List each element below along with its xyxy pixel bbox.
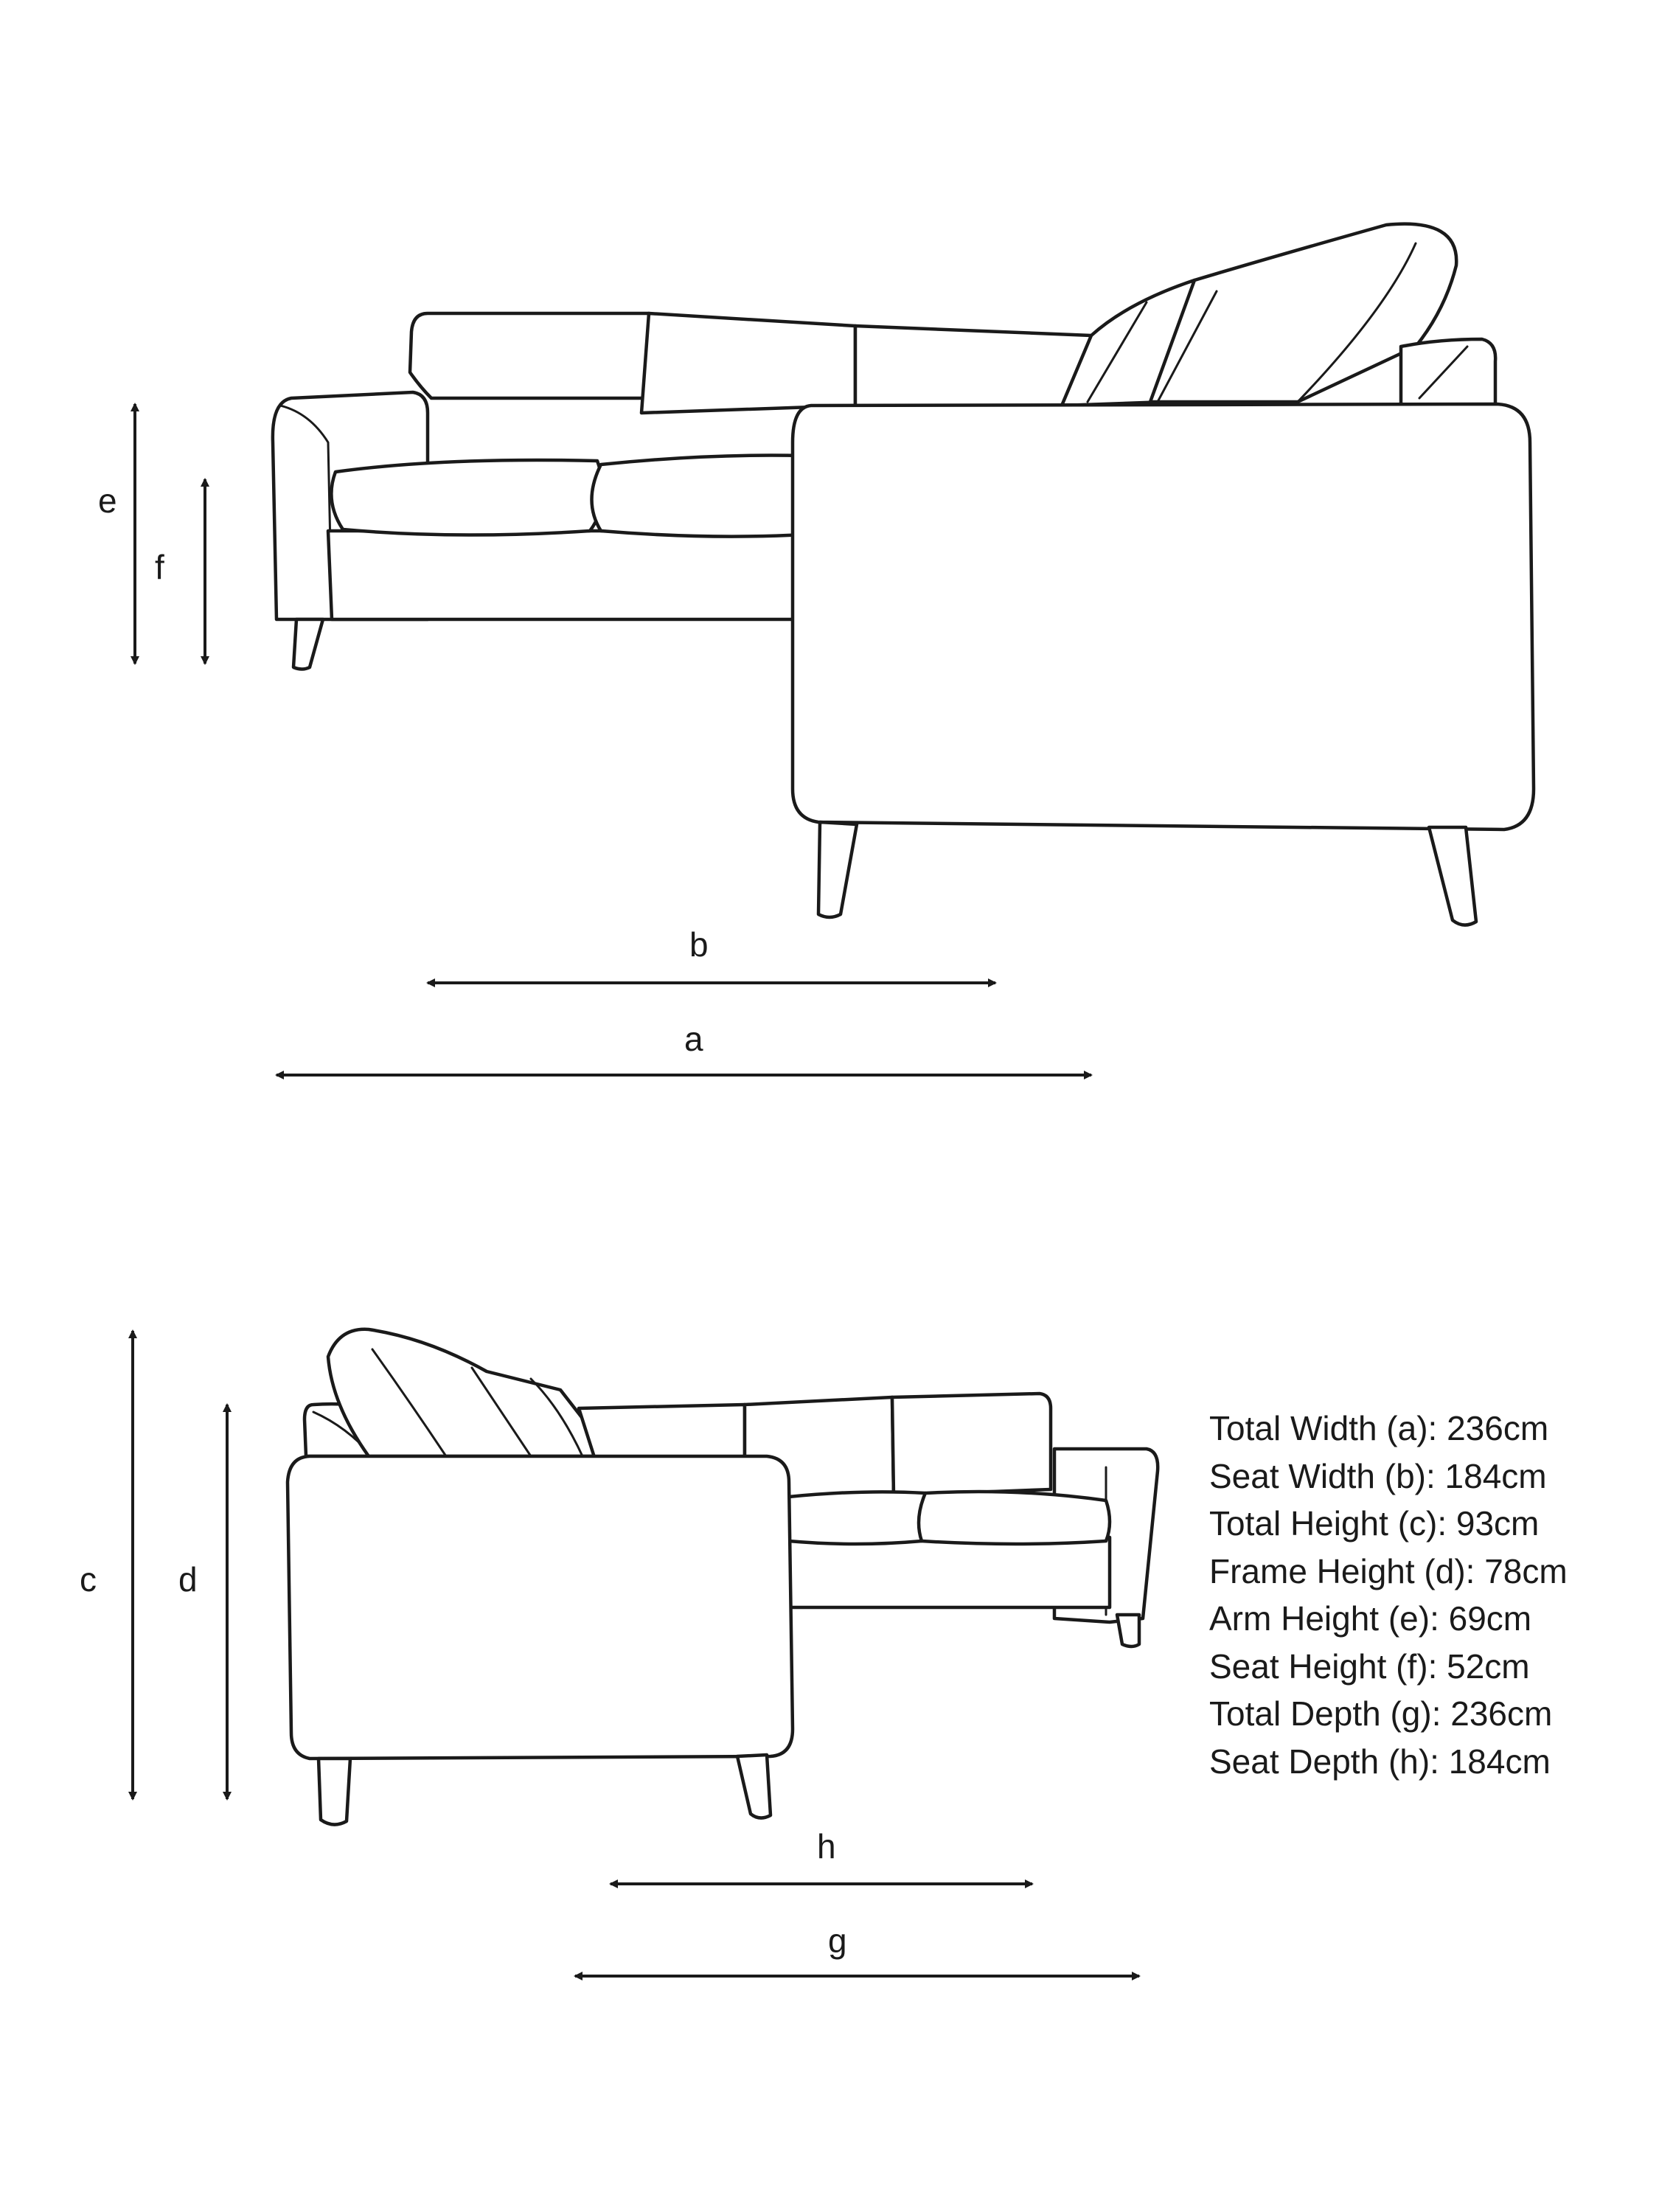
back-cushion-angled-3 bbox=[328, 1329, 612, 1456]
seat-cushion-3 bbox=[789, 1492, 930, 1544]
spec-frame-height: Frame Height (d): 78cm bbox=[1209, 1551, 1568, 1590]
left-arm-foreground bbox=[288, 1456, 793, 1759]
far-arm-right bbox=[1401, 339, 1495, 413]
dim-label-h: h bbox=[817, 1827, 836, 1865]
spec-arm-height: Arm Height (e): 69cm bbox=[1209, 1599, 1532, 1638]
leg-left-front bbox=[293, 619, 323, 669]
dim-label-a: a bbox=[684, 1020, 703, 1058]
seat-cushion-4 bbox=[919, 1492, 1110, 1544]
leg-right-front bbox=[818, 822, 857, 917]
right-arm-foreground bbox=[793, 404, 1534, 830]
leg-front-right bbox=[737, 1755, 771, 1818]
back-cushion-middle bbox=[641, 313, 855, 413]
dim-label-d: d bbox=[178, 1560, 198, 1599]
seat-cushion-right bbox=[592, 456, 804, 537]
spec-total-depth: Total Depth (g): 236cm bbox=[1209, 1694, 1553, 1733]
leg-back-right bbox=[1117, 1615, 1139, 1646]
dim-label-b: b bbox=[689, 925, 709, 964]
seat-cushion-left bbox=[331, 460, 603, 535]
leg-right-back bbox=[1429, 827, 1476, 925]
dimension-specs-list bbox=[1209, 1405, 1568, 1785]
seat-base-2 bbox=[789, 1537, 1110, 1607]
dim-label-e: e bbox=[98, 481, 117, 520]
dim-label-f: f bbox=[155, 548, 164, 586]
leg-front-left bbox=[319, 1759, 350, 1825]
dim-label-c: c bbox=[80, 1560, 97, 1599]
spec-seat-depth: Seat Depth (h): 184cm bbox=[1209, 1742, 1551, 1781]
seat-base bbox=[328, 531, 800, 619]
back-cushion-6 bbox=[892, 1394, 1051, 1495]
spec-total-width: Total Width (a): 236cm bbox=[1209, 1409, 1549, 1447]
back-cushion-left bbox=[410, 313, 649, 398]
dim-label-g: g bbox=[828, 1921, 847, 1960]
spec-seat-height: Seat Height (f): 52cm bbox=[1209, 1646, 1530, 1686]
spec-total-height: Total Height (c): 93cm bbox=[1209, 1504, 1540, 1543]
back-cushion-right bbox=[855, 326, 1091, 413]
spec-seat-width: Seat Width (b): 184cm bbox=[1209, 1456, 1547, 1495]
sofa-top-view bbox=[273, 224, 1534, 925]
sofa-bottom-view bbox=[288, 1329, 1158, 1825]
